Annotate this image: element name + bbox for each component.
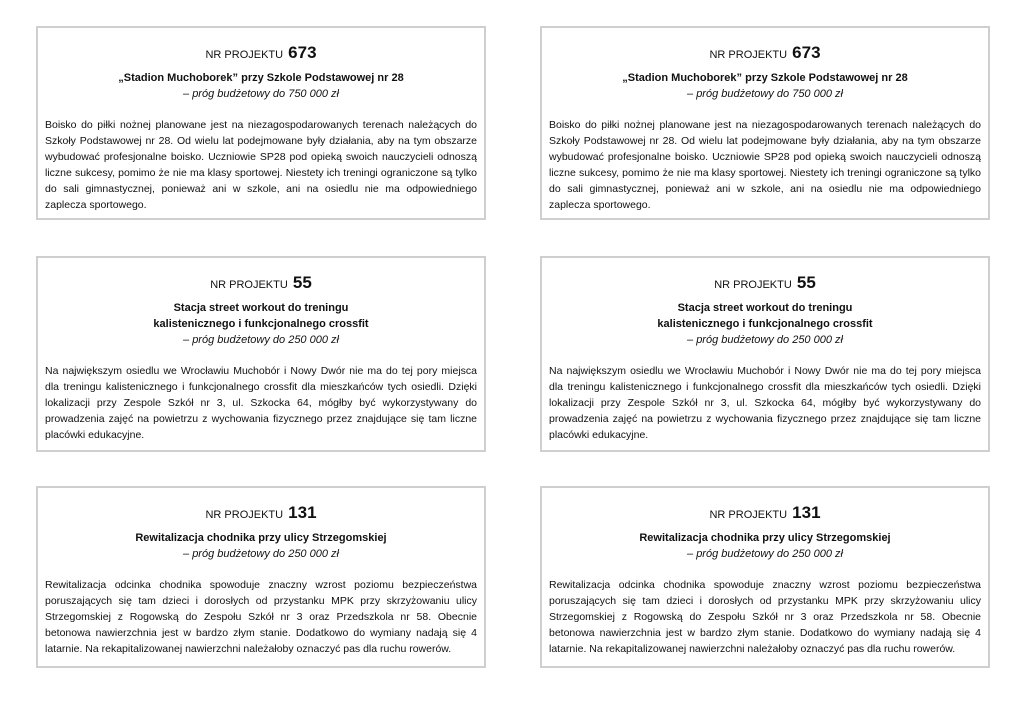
project-card-55-right bbox=[540, 256, 990, 452]
project-number: 673 bbox=[288, 43, 317, 62]
project-number-line bbox=[549, 42, 981, 64]
project-number-line bbox=[45, 502, 477, 524]
project-card-673-right bbox=[540, 26, 990, 220]
project-card-131-left bbox=[36, 486, 486, 668]
project-number-label: NR PROJEKTU bbox=[205, 49, 284, 61]
project-number-line bbox=[549, 272, 981, 294]
project-budget: – próg budżetowy do 250 000 zł bbox=[183, 334, 339, 346]
project-number-label: NR PROJEKTU bbox=[709, 49, 788, 61]
project-number: 131 bbox=[792, 503, 821, 522]
project-budget: – próg budżetowy do 250 000 zł bbox=[687, 334, 843, 346]
project-description: Rewitalizacja odcinka chodnika spowoduje znaczny wzrost poziomu bezpieczeństwa poruszających się tam dzieci i dorosłych od przystanku MPK przy skrzyżowaniu ulicy Strzegomskiej z Rogowską do Zespołu Szkół nr 3 oraz Przedszkola nr 58. Obecnie betonowa nawierzchnia jest w bardzo złym stanie. Dodatkowo do wymiany nadają się 4 latarnie. Na rekapitalizowanej nawierzchni należałoby oznaczyć pas dla ruchu rowerów. bbox=[45, 579, 477, 655]
project-number-label: NR PROJEKTU bbox=[714, 279, 792, 291]
project-number: 131 bbox=[288, 503, 317, 522]
project-number-label: NR PROJEKTU bbox=[205, 509, 284, 521]
project-number: 55 bbox=[292, 273, 312, 292]
project-card-131-right bbox=[540, 486, 990, 668]
project-card-55-left bbox=[36, 256, 486, 452]
project-number-line bbox=[45, 272, 477, 294]
project-title: Stacja street workout do treningu kalistenicznego i funkcjonalnego crossfit bbox=[657, 302, 873, 330]
project-budget: – próg budżetowy do 250 000 zł bbox=[183, 548, 339, 560]
project-description: Rewitalizacja odcinka chodnika spowoduje znaczny wzrost poziomu bezpieczeństwa poruszających się tam dzieci i dorosłych od przystanku MPK przy skrzyżowaniu ulicy Strzegomskiej z Rogowską do Zespołu Szkół nr 3 oraz Przedszkola nr 58. Obecnie betonowa nawierzchnia jest w bardzo złym stanie. Dodatkowo do wymiany nadają się 4 latarnie. Na rekapitalizowanej nawierzchni należałoby oznaczyć pas dla ruchu rowerów. bbox=[549, 579, 981, 655]
project-number-line bbox=[549, 502, 981, 524]
project-title: Rewitalizacja chodnika przy ulicy Strzegomskiej bbox=[135, 532, 387, 544]
project-title: Rewitalizacja chodnika przy ulicy Strzegomskiej bbox=[639, 532, 891, 544]
project-budget: – próg budżetowy do 750 000 zł bbox=[183, 88, 339, 100]
project-description: Na największym osiedlu we Wrocławiu Muchobór i Nowy Dwór nie ma do tej pory miejsca dla treningu kalistenicznego i funkcjonalnego crossfit dla mieszkańców tych osiedli. Dzięki lokalizacji przy Zespole Szkół nr 3, ul. Szkocka 64, mógłby być wykorzystywany do prowadzenia zajęć na powietrzu z wychowania fizycznego przez znajdujące się tam liczne placówki edukacyjne. bbox=[45, 365, 477, 441]
project-title: „Stadion Muchoborek” przy Szkole Podstawowej nr 28 bbox=[622, 72, 908, 84]
project-budget: – próg budżetowy do 750 000 zł bbox=[687, 88, 843, 100]
project-description: Boisko do piłki nożnej planowane jest na niezagospodarowanych terenach należących do Szkoły Podstawowej nr 28. Od wielu lat podejmowane były działania, aby na tym obszarze wybudować profesjonalne boisko. Uczniowie SP28 pod opieką swoich nauczycieli odnoszą liczne sukcesy, pomimo że nie ma klasy sportowej. Niestety ich treningi ograniczone są tylko do sali gimnastycznej, ponieważ ani w szkole, ani na osiedlu nie ma odpowiedniego zaplecza sportowego. bbox=[45, 119, 477, 211]
project-description: Boisko do piłki nożnej planowane jest na niezagospodarowanych terenach należących do Szkoły Podstawowej nr 28. Od wielu lat podejmowane były działania, aby na tym obszarze wybudować profesjonalne boisko. Uczniowie SP28 pod opieką swoich nauczycieli odnoszą liczne sukcesy, pomimo że nie ma klasy sportowej. Niestety ich treningi ograniczone są tylko do sali gimnastycznej, ponieważ ani w szkole, ani na osiedlu nie ma odpowiedniego zaplecza sportowego. bbox=[549, 119, 981, 211]
project-budget: – próg budżetowy do 250 000 zł bbox=[687, 548, 843, 560]
project-title: „Stadion Muchoborek” przy Szkole Podstawowej nr 28 bbox=[118, 72, 404, 84]
project-number: 55 bbox=[796, 273, 816, 292]
project-number: 673 bbox=[792, 43, 821, 62]
project-number-line bbox=[45, 42, 477, 64]
project-card-673-left bbox=[36, 26, 486, 220]
project-description: Na największym osiedlu we Wrocławiu Muchobór i Nowy Dwór nie ma do tej pory miejsca dla treningu kalistenicznego i funkcjonalnego crossfit dla mieszkańców tych osiedli. Dzięki lokalizacji przy Zespole Szkół nr 3, ul. Szkocka 64, mógłby być wykorzystywany do prowadzenia zajęć na powietrzu z wychowania fizycznego przez znajdujące się tam liczne placówki edukacyjne. bbox=[549, 365, 981, 441]
project-number-label: NR PROJEKTU bbox=[210, 279, 288, 291]
project-title: Stacja street workout do treningu kalistenicznego i funkcjonalnego crossfit bbox=[153, 302, 369, 330]
project-number-label: NR PROJEKTU bbox=[709, 509, 788, 521]
